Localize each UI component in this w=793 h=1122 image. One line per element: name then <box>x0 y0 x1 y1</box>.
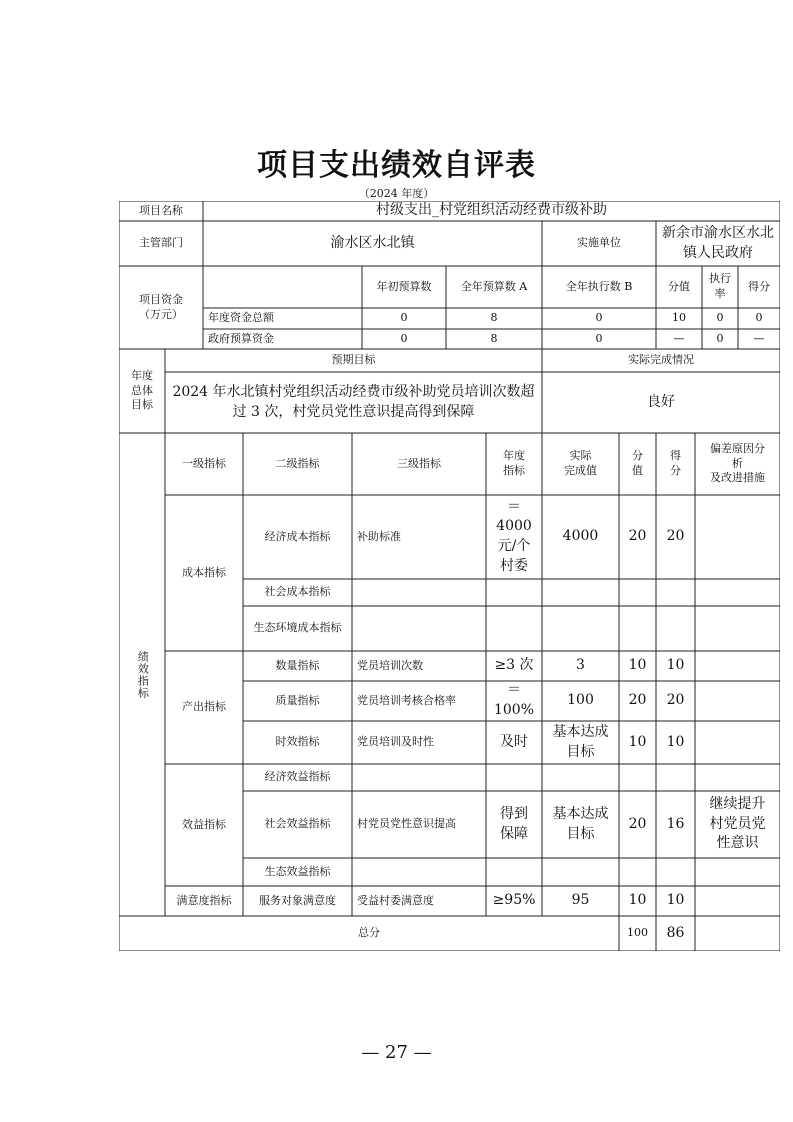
indicator-actual <box>542 495 619 579</box>
indicator-value-text: 20 <box>628 528 647 545</box>
funds-header-0 <box>362 266 446 308</box>
impl-label <box>542 221 656 266</box>
funds-header-0-text: 年初预算数 <box>376 279 432 293</box>
total-score <box>656 916 695 951</box>
indicator-actual <box>542 651 619 681</box>
indicator-target <box>486 764 542 791</box>
goal-expected-header <box>165 349 542 372</box>
indicator-reason <box>695 495 780 579</box>
indicator-l3 <box>352 886 486 916</box>
indicator-l2 <box>243 579 352 606</box>
total-value-text: 100 <box>627 926 648 940</box>
indicator-header-l1-text: 一级指标 <box>182 456 226 470</box>
funds-cell <box>702 329 738 349</box>
indicator-header-target <box>486 433 542 495</box>
indicator-l3 <box>352 858 486 886</box>
indicator-group-name <box>165 651 243 764</box>
indicator-actual-text: 95 <box>571 892 590 909</box>
indicator-reason <box>695 579 780 606</box>
indicator-score-text: 10 <box>666 657 685 674</box>
indicator-value <box>619 606 656 651</box>
funds-header-4 <box>702 266 738 308</box>
indicator-reason <box>695 651 780 681</box>
indicator-actual <box>542 764 619 791</box>
impl-label-text: 实施单位 <box>577 236 621 250</box>
indicator-group-name <box>165 886 243 916</box>
funds-row-name <box>203 329 362 349</box>
indicator-l2 <box>243 858 352 886</box>
funds-header-2-text: 全年执行数 B <box>565 279 633 293</box>
indicator-value <box>619 721 656 764</box>
funds-header-3 <box>656 266 702 308</box>
goal-label-text: 年度 总体 目标 <box>131 368 153 412</box>
indicator-actual <box>542 579 619 606</box>
indicator-header-score <box>656 433 695 495</box>
indicator-header-actual-text: 实际 完成值 <box>564 449 597 477</box>
indicator-l2-text: 生态效益指标 <box>264 864 331 878</box>
indicator-header-actual <box>542 433 619 495</box>
indicator-target-text: ≥95% <box>492 892 536 909</box>
goal-actual <box>542 372 780 433</box>
indicator-target <box>486 579 542 606</box>
dept-label <box>119 221 203 266</box>
indicator-header-l2 <box>243 433 352 495</box>
funds-cell <box>656 308 702 329</box>
indicator-l3 <box>352 681 486 721</box>
funds-cell <box>702 308 738 329</box>
indicator-header-l3-text: 三级指标 <box>397 456 441 470</box>
indicator-reason <box>695 791 780 858</box>
indicator-target <box>486 721 542 764</box>
evaluation-table <box>119 201 780 951</box>
indicator-header-reason <box>695 433 780 495</box>
page-title: 项目支出绩效自评表 <box>257 148 536 183</box>
funds-cell-text: 0 <box>716 311 724 325</box>
funds-row-name-text: 年度资金总额 <box>208 311 274 325</box>
funds-cell-text: 10 <box>672 311 686 325</box>
indicator-score-text: 10 <box>666 733 685 750</box>
total-label <box>119 916 619 951</box>
indicator-actual <box>542 606 619 651</box>
indicator-score <box>656 606 695 651</box>
funds-cell <box>542 329 656 349</box>
indicator-value <box>619 764 656 791</box>
indicator-header-score_value <box>619 433 656 495</box>
total-reason <box>695 916 780 951</box>
indicator-l3 <box>352 495 486 579</box>
indicator-l3-text: 党员培训考核合格率 <box>357 693 456 707</box>
indicator-actual-text: 4000 <box>562 528 599 545</box>
funds-header-5 <box>738 266 780 308</box>
indicator-score-text: 20 <box>666 692 685 709</box>
indicator-target <box>486 858 542 886</box>
indicator-l3 <box>352 791 486 858</box>
indicator-l3 <box>352 579 486 606</box>
funds-cell-text: 0 <box>400 331 408 345</box>
indicator-l3-text: 村党员党性意识提高 <box>357 817 456 831</box>
indicator-actual-text: 100 <box>567 692 594 709</box>
indicator-value-text: 20 <box>628 815 647 832</box>
funds-cell <box>738 329 780 349</box>
funds-cell <box>542 308 656 329</box>
funds-label-text: 项目资金 （万元） <box>139 292 183 321</box>
funds-header-3-text: 分值 <box>668 279 690 293</box>
indicator-target-text: ＝ 100% <box>493 682 535 718</box>
indicator-l3-text: 补助标准 <box>357 529 401 543</box>
funds-row-name-text: 政府预算资金 <box>208 331 274 345</box>
indicator-l2-text: 质量指标 <box>275 693 320 707</box>
page-number: — 27 — <box>361 1042 432 1063</box>
indicator-target-text: ≥3 次 <box>494 657 534 674</box>
indicator-value-text: 10 <box>628 657 647 674</box>
indicator-l3 <box>352 606 486 651</box>
indicator-value <box>619 651 656 681</box>
indicator-target-text: 及时 <box>500 733 528 750</box>
indicator-score <box>656 579 695 606</box>
indicator-actual <box>542 886 619 916</box>
funds-cell <box>446 329 542 349</box>
indicator-l2 <box>243 495 352 579</box>
indicator-reason <box>695 721 780 764</box>
indicator-actual <box>542 681 619 721</box>
funds-cell-text: 0 <box>716 331 724 345</box>
indicator-l2-text: 社会成本指标 <box>264 585 331 599</box>
indicator-actual-text: 基本达成 目标 <box>552 805 609 842</box>
funds-cell-text: 0 <box>595 331 603 345</box>
indicator-value <box>619 791 656 858</box>
funds-header-1 <box>446 266 542 308</box>
indicator-l2 <box>243 681 352 721</box>
indicator-score <box>656 721 695 764</box>
goal-label <box>119 349 165 433</box>
indicator-header-l1 <box>165 433 243 495</box>
indicator-header-target-text: 年度 指标 <box>503 449 525 477</box>
indicator-reason-text: 继续提升 村党员党 性意识 <box>709 796 766 852</box>
indicator-score-text: 10 <box>666 892 685 909</box>
funds-cell-text: 0 <box>400 311 408 325</box>
indicator-l2 <box>243 886 352 916</box>
indicator-header-l3 <box>352 433 486 495</box>
indicator-l2 <box>243 721 352 764</box>
funds-blank-header <box>203 266 362 308</box>
funds-cell <box>446 308 542 329</box>
indicator-actual-text: 3 <box>576 657 585 674</box>
funds-cell-text: 0 <box>755 311 763 325</box>
indicator-group-name <box>165 495 243 651</box>
goal-expected-text: 2024 年水北镇村党组织活动经费市级补助党员培训次数超过 3 次，村党员党性意识提高得到保障 <box>172 383 535 420</box>
indicator-l2 <box>243 764 352 791</box>
indicator-group-name-text: 成本指标 <box>182 565 226 579</box>
indicator-actual <box>542 858 619 886</box>
funds-cell <box>656 329 702 349</box>
project-name-label-text: 项目名称 <box>139 203 183 217</box>
indicator-target <box>486 791 542 858</box>
indicator-l3-text: 党员培训次数 <box>357 658 423 672</box>
indicator-header-score_value-text: 分 值 <box>632 449 643 477</box>
indicator-value-text: 10 <box>628 892 647 909</box>
indicator-reason <box>695 764 780 791</box>
indicator-score <box>656 764 695 791</box>
indicator-group-name-text: 满意度指标 <box>176 893 232 907</box>
total-score-text: 86 <box>666 924 685 941</box>
total-value <box>619 916 656 951</box>
indicator-actual <box>542 791 619 858</box>
indicator-group-name-text: 产出指标 <box>182 700 226 714</box>
indicator-score <box>656 681 695 721</box>
indicator-actual <box>542 721 619 764</box>
impl-value <box>656 221 780 266</box>
indicator-value <box>619 858 656 886</box>
indicator-target <box>486 495 542 579</box>
indicator-score <box>656 651 695 681</box>
indicator-l2 <box>243 791 352 858</box>
total-label-text: 总分 <box>358 926 380 940</box>
indicator-target-text: 得到 保障 <box>500 805 528 842</box>
indicator-score <box>656 858 695 886</box>
funds-cell <box>738 308 780 329</box>
indicator-l3-text: 受益村委满意度 <box>357 893 434 907</box>
indicator-l2-text: 社会效益指标 <box>264 817 331 831</box>
indicator-header-score-text: 得 分 <box>670 449 681 477</box>
dept-value <box>203 221 542 266</box>
indicator-l2 <box>243 651 352 681</box>
indicator-l2-text: 数量指标 <box>275 658 320 672</box>
funds-header-1-text: 全年预算数 A <box>460 279 528 293</box>
indicator-header-l2-text: 二级指标 <box>275 456 320 470</box>
funds-header-4-text: 执行率 <box>709 272 731 300</box>
indicator-reason <box>695 886 780 916</box>
indicator-group-name <box>165 764 243 886</box>
project-name <box>203 201 780 221</box>
indicator-l2-text: 经济效益指标 <box>264 770 331 784</box>
indicator-l2-text: 经济成本指标 <box>264 529 331 543</box>
funds-cell-text: 8 <box>490 331 498 345</box>
indicator-value <box>619 681 656 721</box>
dept-label-text: 主管部门 <box>139 236 183 250</box>
indicator-target <box>486 651 542 681</box>
indicator-target <box>486 681 542 721</box>
indicator-l2-text: 服务对象满意度 <box>259 893 336 907</box>
indicator-target <box>486 606 542 651</box>
funds-header-5-text: 得分 <box>748 279 770 293</box>
goal-actual-text: 良好 <box>647 393 675 410</box>
indicator-value-text: 20 <box>628 692 647 709</box>
indicator-header-reason-text: 偏差原因分 析 及改进措施 <box>710 441 765 485</box>
goal-actual-header <box>542 349 780 372</box>
indicators-section-label-text: 绩效指标 <box>136 650 150 699</box>
indicator-l2-text: 时效指标 <box>275 735 320 749</box>
indicator-score <box>656 791 695 858</box>
indicator-l2 <box>243 606 352 651</box>
funds-cell <box>362 308 446 329</box>
indicator-reason <box>695 858 780 886</box>
indicator-l3 <box>352 721 486 764</box>
indicator-value <box>619 886 656 916</box>
indicator-value <box>619 579 656 606</box>
funds-cell-text: — <box>673 331 685 345</box>
indicator-group-name-text: 效益指标 <box>182 817 226 831</box>
funds-label <box>119 266 203 349</box>
indicator-score-text: 20 <box>666 528 685 545</box>
indicator-score-text: 16 <box>666 815 685 832</box>
funds-cell <box>362 329 446 349</box>
funds-header-2 <box>542 266 656 308</box>
indicator-score <box>656 495 695 579</box>
funds-cell-text: 0 <box>595 311 603 325</box>
indicator-l3 <box>352 651 486 681</box>
funds-cell-text: 8 <box>490 311 498 325</box>
indicator-reason <box>695 681 780 721</box>
indicator-target <box>486 886 542 916</box>
indicator-value-text: 10 <box>628 733 647 750</box>
indicator-target-text: ＝ 4000 元/个 村委 <box>496 498 532 574</box>
indicator-value <box>619 495 656 579</box>
indicator-l2-text: 生态环境成本指标 <box>253 621 342 635</box>
funds-cell-text: — <box>753 331 765 345</box>
indicator-actual-text: 基本达成 目标 <box>552 723 609 760</box>
project-name-label <box>119 201 203 221</box>
goal-actual-header-text: 实际完成情况 <box>628 353 694 367</box>
indicator-reason <box>695 606 780 651</box>
goal-expected-header-text: 预期目标 <box>331 353 376 367</box>
project-name-text: 村级支出_村党组织活动经费市级补助 <box>376 202 607 219</box>
dept-value-text: 渝水区水北镇 <box>330 234 415 251</box>
impl-value-text: 新余市渝水区水北镇人民政府 <box>662 224 774 261</box>
indicator-l3-text: 党员培训及时性 <box>357 735 434 749</box>
goal-expected <box>165 372 542 433</box>
indicators-section-label <box>119 433 165 916</box>
funds-row-name <box>203 308 362 329</box>
report-year: （2024 年度） <box>358 187 435 200</box>
indicator-l3 <box>352 764 486 791</box>
indicator-score <box>656 886 695 916</box>
